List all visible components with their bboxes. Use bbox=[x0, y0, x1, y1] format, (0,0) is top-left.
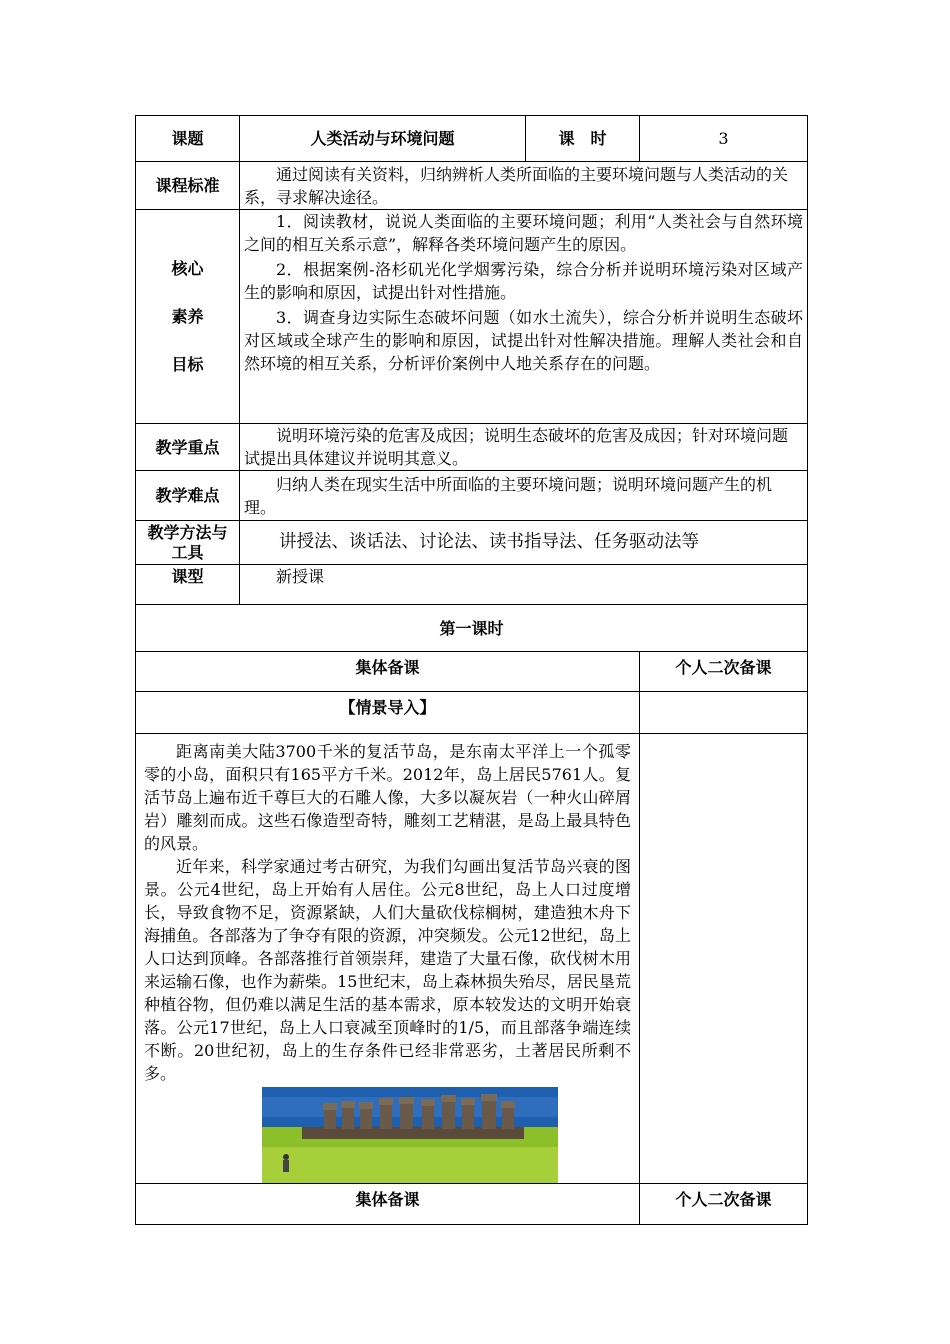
core-row bbox=[136, 210, 808, 424]
intro-heading-row bbox=[136, 692, 808, 734]
lesson-type-text: 新授课 bbox=[240, 565, 808, 605]
standard-label: 课程标准 bbox=[136, 162, 240, 210]
core-items bbox=[240, 210, 808, 424]
key-points-text: 说明环境污染的危害及成因；说明生态破坏的危害及成因；针对环境问题试提出具体建议并说明其意义。 bbox=[240, 424, 808, 471]
columns-row-2 bbox=[136, 1184, 808, 1225]
intro-content-row bbox=[136, 734, 808, 1184]
photo-person-body bbox=[283, 1160, 289, 1172]
hours-value: 3 bbox=[640, 116, 808, 162]
hours-label: 课 时 bbox=[526, 116, 640, 162]
intro-paragraph-1: 距离南美大陆3700千米的复活节岛，是东南太平洋上一个孤零零的小岛，面积只有165平方千米。2012年，岛上居民5761人。复活节岛上遍布近千尊巨大的石雕人像，大多以凝灰岩（一种火山碎屑岩）雕刻而成。这些石像造型奇特，雕刻工艺精湛，是岛上最具特色的风景。 bbox=[144, 742, 631, 853]
intro-heading: 【情景导入】 bbox=[136, 692, 640, 734]
core-item-3: 3．调查身边实际生态破坏问题（如水土流失），综合分析并说明生态破坏对区域或全球产生的影响和原因，试提出针对性解决措施。理解人类社会和自然环境的相互关系，分析评价案例中人地关系存在的问题。 bbox=[244, 308, 803, 373]
core-label-line-3: 目标 bbox=[171, 354, 204, 374]
collective-column-header: 集体备课 bbox=[136, 652, 640, 692]
photo-grass-near bbox=[262, 1147, 558, 1183]
intro-content bbox=[136, 734, 640, 1184]
easter-island-moai-photo bbox=[262, 1087, 558, 1183]
core-label bbox=[136, 210, 240, 424]
photo-person-head bbox=[283, 1154, 289, 1160]
difficulties-row bbox=[136, 471, 808, 521]
methods-label: 教学方法与工具 bbox=[136, 521, 240, 565]
topic-label: 课题 bbox=[136, 116, 240, 162]
columns-row bbox=[136, 652, 808, 692]
key-points-label: 教学重点 bbox=[136, 424, 240, 471]
lesson-plan-table bbox=[135, 115, 808, 1225]
section-row bbox=[136, 605, 808, 652]
methods-text: 讲授法、谈话法、讨论法、读书指导法、任务驱动法等 bbox=[240, 521, 808, 565]
core-item-2: 2．根据案例-洛杉矶光化学烟雾污染，综合分析并说明环境污染对区域产生的影响和原因，试提出针对性措施。 bbox=[244, 260, 803, 302]
topic-value: 人类活动与环境问题 bbox=[240, 116, 526, 162]
collective-column-header-2: 集体备课 bbox=[136, 1184, 640, 1225]
standard-row bbox=[136, 162, 808, 210]
standard-text: 通过阅读有关资料，归纳辨析人类所面临的主要环境问题与人类活动的关系，寻求解决途径。 bbox=[240, 162, 808, 210]
core-label-line-1: 核心 bbox=[171, 258, 204, 278]
personal-column-header-2: 个人二次备课 bbox=[640, 1184, 808, 1225]
topic-row bbox=[136, 116, 808, 162]
key-points-row bbox=[136, 424, 808, 471]
personal-column-header: 个人二次备课 bbox=[640, 652, 808, 692]
difficulties-text: 归纳人类在现实生活中所面临的主要环境问题；说明环境问题产生的机理。 bbox=[240, 471, 808, 521]
lesson-type-label: 课型 bbox=[136, 565, 240, 605]
section-title: 第一课时 bbox=[136, 605, 808, 652]
core-label-line-2: 素养 bbox=[171, 306, 204, 326]
intro-heading-notes bbox=[640, 692, 808, 734]
difficulties-label: 教学难点 bbox=[136, 471, 240, 521]
intro-content-notes bbox=[640, 734, 808, 1184]
lesson-type-row bbox=[136, 565, 808, 605]
core-item-1: 1．阅读教材，说说人类面临的主要环境问题；利用“人类社会与自然环境之间的相互关系示意”，解释各类环境问题产生的原因。 bbox=[244, 212, 803, 254]
methods-row bbox=[136, 521, 808, 565]
intro-paragraph-2: 近年来，科学家通过考古研究，为我们勾画出复活节岛兴衰的图景。公元4世纪，岛上开始有人居住。公元8世纪，岛上人口过度增长，导致食物不足，资源紧缺，人们大量砍伐棕榈树，建造独木舟下海捕鱼。各部落为了争夺有限的资源，冲突频发。公元12世纪，岛上人口达到顶峰。各部落推行首领崇拜，建造了大量石像，砍伐树木用来运输石像，也作为薪柴。15世纪末，岛上森林损失殆尽，居民垦荒种植谷物，但仍难以满足生活的基本需求，原本较发达的文明开始衰落。公元17世纪，岛上人口衰减至顶峰时的1/5，而且部落争端连续不断。20世纪初，岛上的生存条件已经非常恶劣，土著居民所剩不多。 bbox=[144, 857, 631, 1083]
